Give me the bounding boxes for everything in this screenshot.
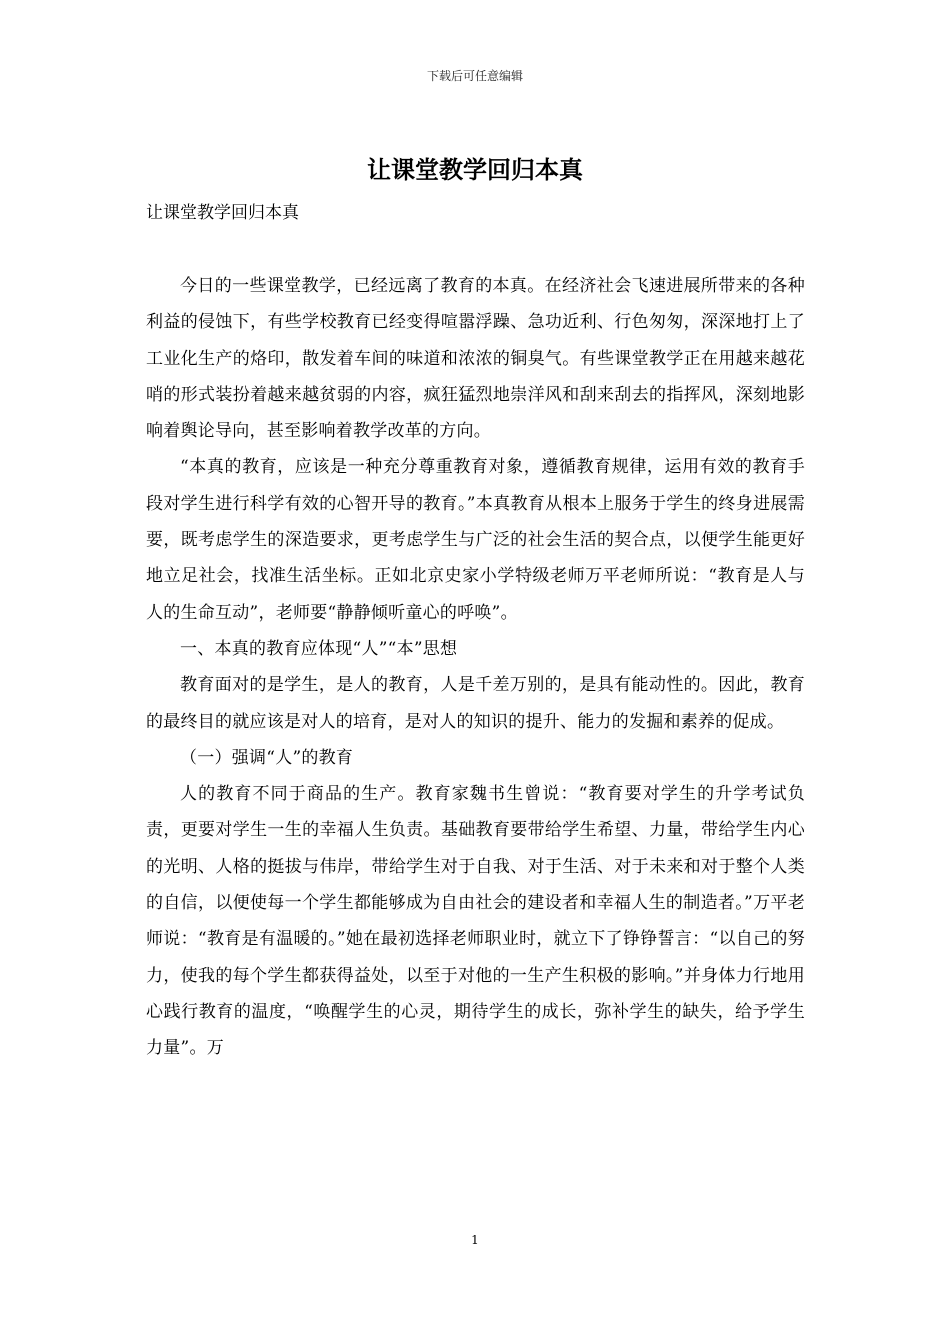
- paragraph-definition: “本真的教育，应该是一种充分尊重教育对象，遵循教育规律，运用有效的教育手段对学生进行科学有效的心智开导的教育。”本真教育从根本上服务于学生的终身进展需要，既考虑学生的深造要求，更考虑学生与广泛的社会生活的契合点，以便学生能更好地立足社会，找准生活坐标。正如北京史家小学特级老师万平老师所说：“教育是人与人的生命互动”，老师要“静静倾听童心的呼唤”。: [146, 457, 805, 623]
- page-number: 1: [471, 1233, 479, 1247]
- document-subtitle: 让课堂教学回归本真: [146, 203, 299, 223]
- section-heading-1: 一、本真的教育应体现“人”“本”思想: [180, 638, 458, 659]
- document-title: 让课堂教学回归本真: [367, 155, 583, 184]
- paragraph-intro: 今日的一些课堂教学，已经远离了教育的本真。在经济社会飞速进展所带来的各种利益的侵蚀下，有些学校教育已经变得喧嚣浮躁、急功近利、行色匆匆，深深地打上了工业化生产的烙印，散发着车间的味道和浓浓的铜臭气。有些课堂教学正在用越来越花哨的形式装扮着越来越贫弱的内容，疯狂猛烈地崇洋风和刮来刮去的指挥风，深刻地影响着舆论导向，甚至影响着教学改革的方向。: [146, 276, 805, 442]
- paragraph-section-1: 教育面对的是学生，是人的教育，人是千差万别的，是具有能动性的。因此，教育的最终目的就应该是对人的培育，是对人的知识的提升、能力的发掘和素养的促成。: [146, 675, 805, 732]
- document-body: [146, 268, 805, 1067]
- paragraph-subsection-1: 人的教育不同于商品的生产。教育家魏书生曾说：“教育要对学生的升学考试负责，更要对学生一生的幸福人生负责。基础教育要带给学生希望、力量，带给学生内心的光明、人格的挺拔与伟岸，带给学生对于自我、对于生活、对于未来和对于整个人类的自信，以便使每一个学生都能够成为自由社会的建设者和幸福人生的制造者。”万平老师说：“教育是有温暖的。”她在最初选择老师职业时，就立下了铮铮誓言：“以自己的努力，使我的每个学生都获得益处，以至于对他的一生产生积极的影响。”并身体力行地用心践行教育的温度，“唤醒学生的心灵，期待学生的成长，弥补学生的缺失，给予学生力量”。万: [146, 784, 805, 1059]
- page-header-note: 下载后可任意编辑: [426, 69, 523, 83]
- subsection-heading-1: （一）强调“人”的教育: [180, 747, 354, 768]
